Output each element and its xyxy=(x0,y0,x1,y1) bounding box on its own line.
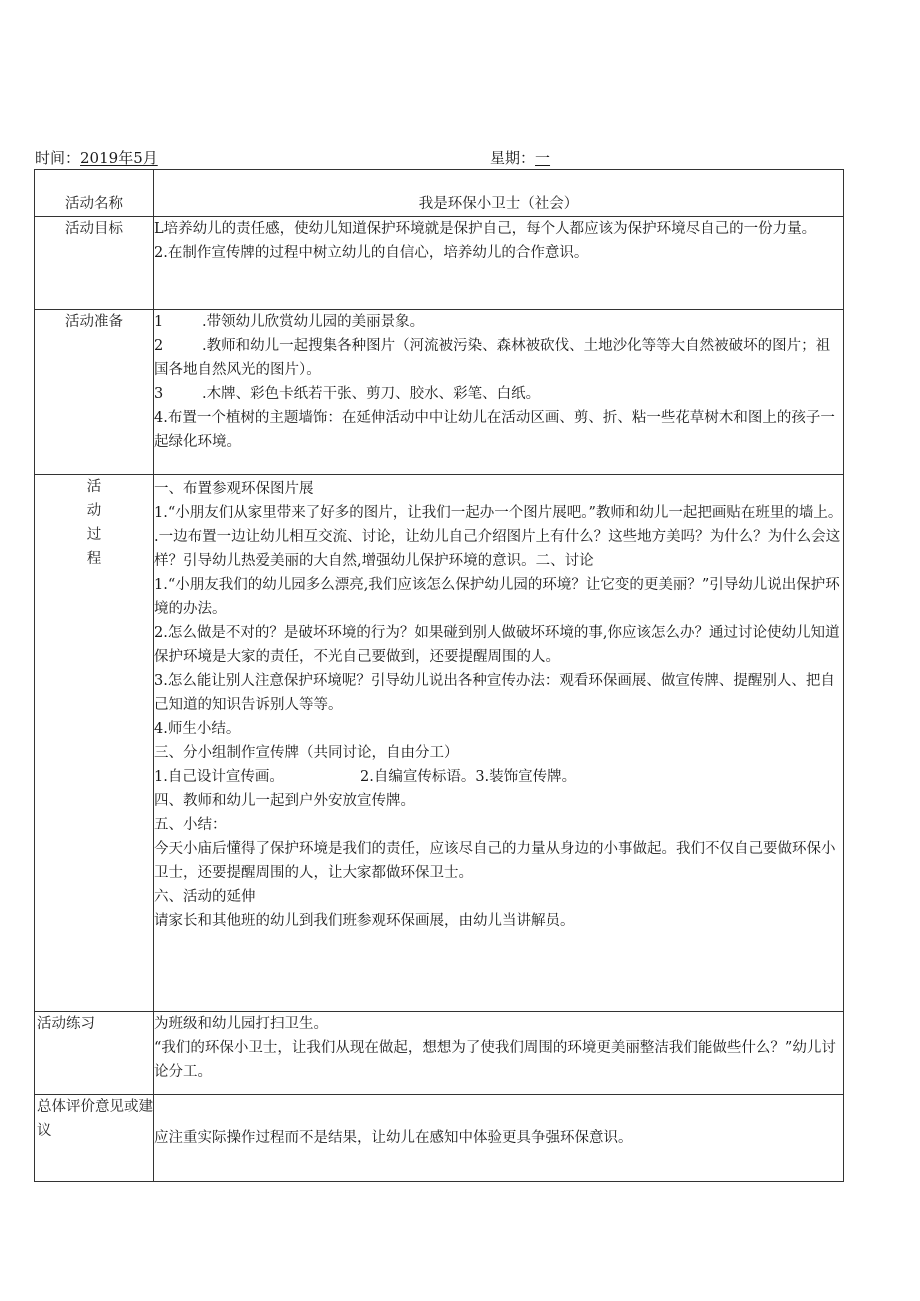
row-activity-process xyxy=(35,475,844,1012)
prep-text: .教师和幼儿一起搜集各种图片（河流被污染、森林被砍伐、土地沙化等等大自然被破坏的图片；祖国各地自然风光的图片）。 xyxy=(154,338,831,378)
process-line: 2.怎么做是不对的？是破坏环境的行为？如果碰到别人做破坏环境的事,你应该怎么办？通过讨论使幼儿知道保护环境是大家的责任，不光自己要做到，还要提醒周围的人。 xyxy=(154,625,840,665)
process-line: 五、小结： xyxy=(154,817,227,833)
activity-process-content xyxy=(154,475,844,1012)
label-evaluation: 总体评价意见或建议 xyxy=(35,1095,154,1182)
label-activity-goals: 活动目标 xyxy=(35,217,154,310)
process-line: 1.“小朋友我们的幼儿园多么漂亮,我们应该怎么保护幼儿园的环境？让它变的更美丽？”引导幼儿说出保护环境的办法。 xyxy=(154,577,840,617)
goal-line: L培养幼儿的责任感，使幼儿知道保护环境就是保护自己，每个人都应该为保护环境尽自己的一份力量。 xyxy=(154,221,817,237)
activity-goals-content xyxy=(154,217,844,310)
process-line: 请家长和其他班的幼儿到我们班参观环保画展，由幼儿当讲解员。 xyxy=(154,913,575,929)
row-activity-goals xyxy=(35,217,844,310)
process-line: 今天小庙后懂得了保护环境是我们的责任，应该尽自己的力量从身边的小事做起。我们不仅自己要做环保小卫士，还要提醒周围的人，让大家都做环保卫士。 xyxy=(154,841,836,881)
row-activity-practice xyxy=(35,1012,844,1095)
task-2: 2.自编宣传标语。3.装饰宣传牌。 xyxy=(360,769,577,785)
time-label: 时间： xyxy=(35,149,81,167)
prep-num: 2 xyxy=(154,338,164,354)
process-label-char: 活 xyxy=(86,479,102,495)
process-label-char: 程 xyxy=(86,551,102,567)
process-line: 一、布置参观环保图片展 xyxy=(154,481,314,497)
process-tasks-line xyxy=(154,765,843,789)
prep-line xyxy=(154,334,843,382)
process-label-char: 过 xyxy=(86,527,102,543)
evaluation-value: 应注重实际操作过程而不是结果，让幼儿在感知中体验更具争强环保意识。 xyxy=(154,1095,844,1182)
row-evaluation xyxy=(35,1095,844,1182)
process-line: 4.师生小结。 xyxy=(154,721,241,737)
lesson-plan-table xyxy=(34,169,844,1182)
practice-line: “我们的环保小卫士，让我们从现在做起，想想为了使我们周围的环境更美丽整洁我们能做些什么？”幼儿讨论分工。 xyxy=(154,1040,836,1080)
process-line: 3.怎么能让别人注意保护环境呢？引导幼儿说出各种宣传办法：观看环保画展、做宣传牌、提醒别人、把自己知道的知识告诉别人等等。 xyxy=(154,673,835,713)
week-value: 一 xyxy=(535,149,551,167)
week-label: 星期： xyxy=(490,149,536,167)
time-field xyxy=(35,147,158,168)
activity-practice-content xyxy=(154,1012,844,1095)
time-value: 2019年5月 xyxy=(80,149,158,167)
practice-line: 为班级和幼儿园打扫卫生。 xyxy=(154,1016,328,1032)
activity-prep-content xyxy=(154,310,844,475)
process-line: .一边布置一边让幼儿相互交流、讨论，让幼儿自己介绍图片上有什么？这些地方美吗？为什么？为什么会这样？引导幼儿热爱美丽的大自然,增强幼儿保护环境的意识。二、讨论 xyxy=(154,529,841,569)
process-line: 六、活动的延伸 xyxy=(154,889,256,905)
prep-text: .带领幼儿欣赏幼儿园的美丽景象。 xyxy=(202,314,425,330)
process-line: 四、教师和幼儿一起到户外安放宣传牌。 xyxy=(154,793,415,809)
prep-line xyxy=(154,382,843,406)
task-1: 1.自己设计宣传画。 xyxy=(154,769,284,785)
label-activity-practice: 活动练习 xyxy=(35,1012,154,1095)
label-activity-process xyxy=(35,475,154,1012)
row-activity-prep xyxy=(35,310,844,475)
label-activity-prep: 活动准备 xyxy=(35,310,154,475)
week-field xyxy=(490,147,550,168)
prep-num: 3 xyxy=(154,386,164,402)
prep-num: 1 xyxy=(154,314,164,330)
activity-name-value: 我是环保小卫士（社会） xyxy=(154,170,844,217)
header xyxy=(35,147,845,169)
process-line: 1.“小朋友们从家里带来了好多的图片，让我们一起办一个图片展吧。”教师和幼儿一起把画贴在班里的墙上。 xyxy=(154,505,843,521)
process-line: 三、分小组制作宣传牌（共同讨论，自由分工） xyxy=(154,745,459,761)
prep-text: .木牌、彩色卡纸若干张、剪刀、胶水、彩笔、白纸。 xyxy=(202,386,541,402)
process-label-char: 动 xyxy=(86,503,102,519)
row-activity-name xyxy=(35,170,844,217)
label-activity-name: 活动名称 xyxy=(35,170,154,217)
goal-line: 2.在制作宣传牌的过程中树立幼儿的自信心，培养幼儿的合作意识。 xyxy=(154,245,589,261)
prep-line: 4.布置一个植树的主题墙饰：在延伸活动中中让幼儿在活动区画、剪、折、粘一些花草树木和图上的孩子一起绿化环境。 xyxy=(154,410,835,450)
prep-line xyxy=(154,310,843,334)
